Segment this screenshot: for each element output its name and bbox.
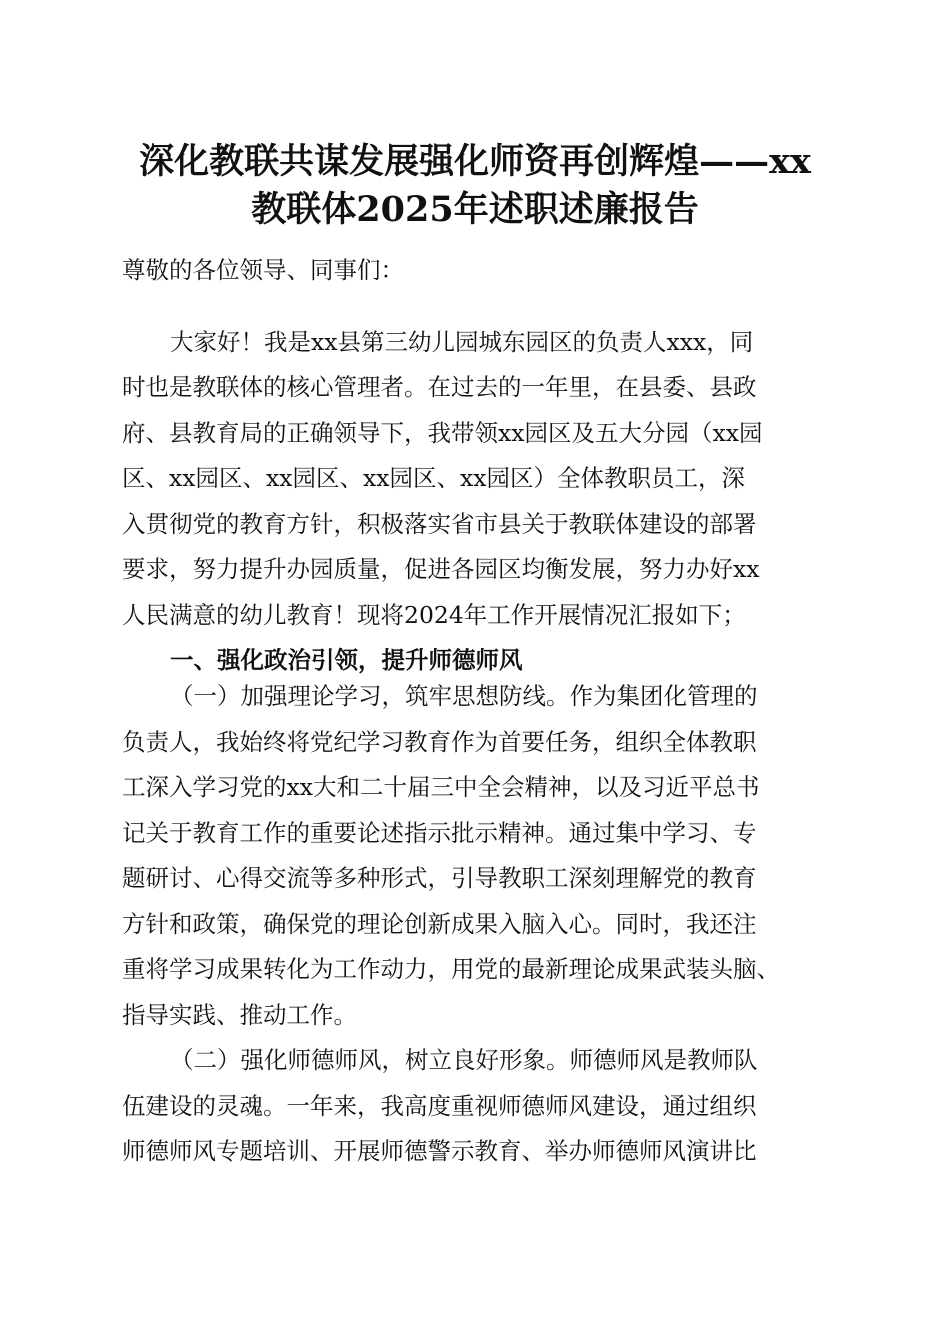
paragraph-line: 区、xx园区、xx园区、xx园区、xx园区）全体教职员工，深	[122, 464, 746, 492]
paragraph-line: 负责人，我始终将党纪学习教育作为首要任务，组织全体教职	[122, 728, 757, 756]
document-title-line-2: 教联体2025年述职述廉报告	[251, 189, 699, 230]
paragraph-line: 师德师风专题培训、开展师德警示教育、举办师德师风演讲比	[122, 1137, 757, 1165]
document-title-line-1: 深化教联共谋发展强化师资再创辉煌——xx	[139, 141, 811, 182]
paragraph-line: （一）加强理论学习，筑牢思想防线。作为集团化管理的	[170, 682, 758, 710]
paragraph-line: 要求，努力提升办园质量，促进各园区均衡发展，努力办好xx	[122, 555, 760, 583]
paragraph-line: 记关于教育工作的重要论述指示批示精神。通过集中学习、专	[122, 819, 757, 847]
salutation: 尊敬的各位领导、同事们：	[122, 256, 404, 284]
paragraph-line: 指导实践、推动工作。	[122, 1001, 357, 1029]
paragraph-line: （二）强化师德师风，树立良好形象。师德师风是教师队	[170, 1046, 758, 1074]
paragraph-line: 府、县教育局的正确领导下，我带领xx园区及五大分园（xx园	[122, 419, 763, 447]
paragraph-line: 工深入学习党的xx大和二十届三中全会精神，以及习近平总书	[122, 773, 760, 801]
section-heading: 一、强化政治引领，提升师德师风	[170, 646, 523, 674]
paragraph-line: 方针和政策，确保党的理论创新成果入脑入心。同时，我还注	[122, 910, 757, 938]
paragraph-line: 时也是教联体的核心管理者。在过去的一年里，在县委、县政	[122, 373, 757, 401]
paragraph-line: 伍建设的灵魂。一年来，我高度重视师德师风建设，通过组织	[122, 1092, 757, 1120]
paragraph-line: 大家好！我是xx县第三幼儿园城东园区的负责人xxx，同	[170, 328, 754, 356]
paragraph-line: 人民满意的幼儿教育！现将2024年工作开展情况汇报如下；	[122, 601, 746, 629]
paragraph-line: 入贯彻党的教育方针，积极落实省市县关于教联体建设的部署	[122, 510, 757, 538]
paragraph-line: 题研讨、心得交流等多种形式，引导教职工深刻理解党的教育	[122, 864, 757, 892]
paragraph-line: 重将学习成果转化为工作动力，用党的最新理论成果武装头脑、	[122, 955, 780, 983]
